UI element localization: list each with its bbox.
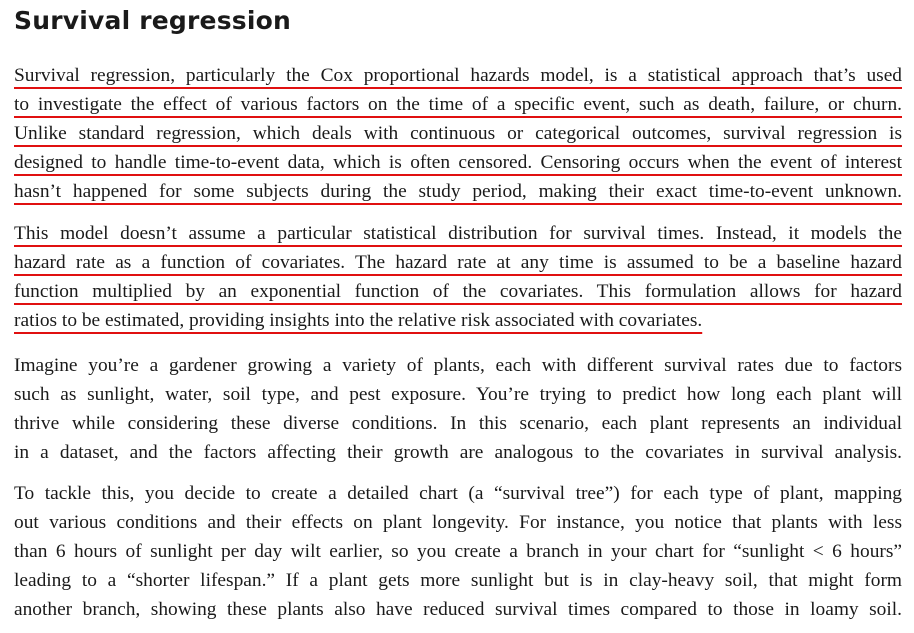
paragraph-line: out various conditions and their effects on plant longevity. For instance, you notice that plants with less xyxy=(14,512,902,533)
paragraph-line: designed to handle time-to-event data, which is often censored. Censoring occurs when the event of interest xyxy=(14,152,902,173)
paragraph-line: To tackle this, you decide to create a detailed chart (a “survival tree”) for each type of plant, mapping xyxy=(14,483,902,504)
paragraph-line: hazard rate as a function of covariates. The hazard rate at any time is assumed to be a baseline hazard xyxy=(14,252,902,273)
paragraph-line: than 6 hours of sunlight per day wilt earlier, so you create a branch in your chart for “sunlight < 6 hours” xyxy=(14,541,902,562)
paragraph-line: leading to a “shorter lifespan.” If a plant gets more sunlight but is in clay-heavy soil, that might form xyxy=(14,570,902,591)
paragraph-line: Unlike standard regression, which deals with continuous or categorical outcomes, survival regression is xyxy=(14,123,902,144)
paragraph-3 xyxy=(14,351,902,467)
paragraph-line: ratios to be estimated, providing insights into the relative risk associated with covariates. xyxy=(14,310,703,331)
paragraph-line: hasn’t happened for some subjects during the study period, making their exact time-to-event unknown. xyxy=(14,181,902,202)
paragraph-line: Imagine you’re a gardener growing a variety of plants, each with different survival rates due to factors xyxy=(14,355,902,376)
paragraph-line: another branch, showing these plants also have reduced survival times compared to those in loamy soil. xyxy=(14,599,902,620)
paragraph-line: function multiplied by an exponential function of the covariates. This formulation allows for hazard xyxy=(14,281,902,302)
paragraph-line: thrive while considering these diverse conditions. In this scenario, each plant represents an individual xyxy=(14,413,902,434)
paragraph-1 xyxy=(14,61,902,206)
page-title: Survival regression xyxy=(14,6,292,35)
paragraph-line: This model doesn’t assume a particular statistical distribution for survival times. Instead, it models the xyxy=(14,223,902,244)
paragraph-line: to investigate the effect of various factors on the time of a specific event, such as death, failure, or churn. xyxy=(14,94,902,115)
paragraph-4 xyxy=(14,479,902,624)
paragraph-2 xyxy=(14,219,902,335)
paragraph-line: in a dataset, and the factors affecting their growth are analogous to the covariates in survival analysis. xyxy=(14,442,902,463)
paragraph-line: Survival regression, particularly the Cox proportional hazards model, is a statistical approach that’s used xyxy=(14,65,902,86)
paragraph-line: such as sunlight, water, soil type, and pest exposure. You’re trying to predict how long each plant will xyxy=(14,384,902,405)
